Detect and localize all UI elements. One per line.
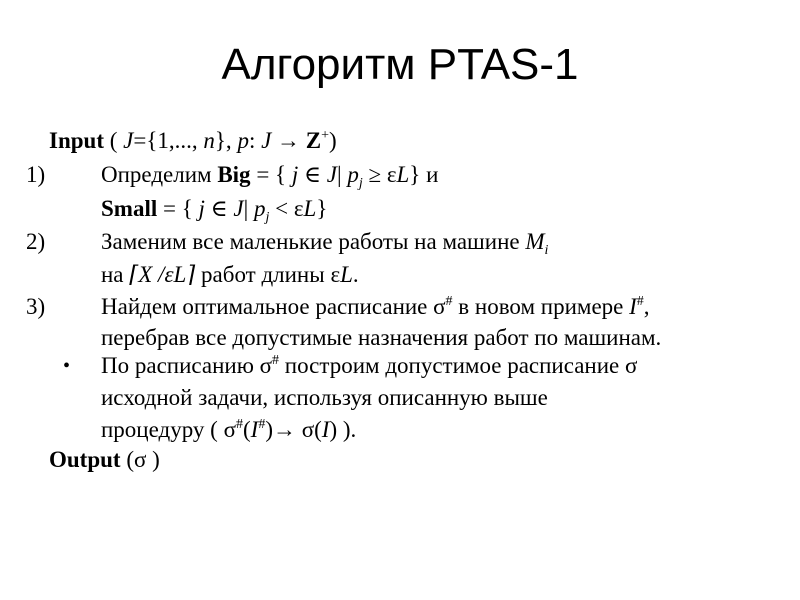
step-3-line-1 [101,295,650,318]
input-set-start: ={1,..., [133,128,204,153]
bl3-I: I [250,417,259,442]
bullet-symbol: • [63,355,71,377]
s2l1-text: Заменим все маленькие работы на машине [101,229,526,254]
input-J2: J [261,128,272,153]
s1l2-sub-j: j [265,210,270,225]
s1l2-in: ∈ [204,196,234,221]
slide-title: Алгоритм PTAS-1 [221,40,579,89]
s3l1-pre: Найдем оптимальное расписание σ [101,294,446,319]
small-label: Small [101,196,158,221]
bl1-sup: # [272,353,280,368]
s1l1-pre: Определим [101,162,218,187]
s1l1-in: ∈ [298,162,327,187]
s1l1-L: L [396,162,410,187]
s1l1-J: J [326,162,337,187]
s1l2-L: L [303,196,317,221]
bl3-sup: # [235,417,243,432]
s1l2-rel: < ε [269,196,304,221]
input-colon: : [248,128,262,153]
input-line [49,129,337,152]
input-J: J [123,128,134,153]
input-label: Input [49,128,104,153]
s2l1-M: M [525,229,545,254]
bl1-pre: По расписанию σ [101,353,273,378]
bl3-pre: процедуру ( σ [101,417,236,442]
bl1-post: построим допустимое расписание σ [279,353,638,378]
s3l1-end: , [643,294,650,319]
input-Z: Z [305,128,322,153]
s2l2-L: L [340,262,353,287]
s1l2-j: j [198,196,205,221]
step-2-number: 2) [26,229,46,254]
bullet-line-2 [101,386,548,409]
bullet-line-1 [101,354,637,377]
s3l1-mid: в новом примере [452,294,630,319]
s2l2-dot: . [352,262,359,287]
input-paren-close: ) [329,128,337,153]
s1l1-j: j [291,162,299,187]
s2l2-pre: на [101,262,130,287]
s1l2-bar: | [243,196,254,221]
s1l1-bar: | [336,162,348,187]
s3l2-text: перебрав все допустимые назначения работ по машинам. [101,325,662,350]
s2l1-sub-i: i [544,243,549,258]
bl3-mid: )→ σ( [265,417,322,442]
s1l1-end: } и [409,162,439,187]
output-rest: (σ ) [120,447,160,472]
s1l1-eq: = { [250,162,292,187]
output-label: Output [49,447,121,472]
s3l1-sup: # [445,294,453,309]
step-2-line-2 [101,263,359,286]
s1l1-sub-j: j [358,176,363,191]
bullet-line-3 [101,418,356,441]
input-plus: + [321,128,330,143]
s2l2-post: работ длины ε [195,262,341,287]
input-paren-open: ( [103,128,124,153]
s2l2-ceil-expr: ⌈X /εL⌉ [129,262,196,287]
input-n: n [203,128,215,153]
s1l2-end: } [316,196,328,221]
bl3-end: ) ). [329,417,357,442]
step-1-number: 1) [26,162,46,187]
s3l1-sup2: # [636,294,644,309]
s3l1-I: I [629,294,637,319]
s1l1-p: p [347,162,359,187]
s1l2-p: p [254,196,266,221]
bl2-text: исходной задачи, используя описанную выше [101,385,548,410]
bl3-sup2: # [258,417,266,432]
input-set-end: }, [214,128,238,153]
bl3-I2: I [321,417,330,442]
big-label: Big [217,162,251,187]
step-2-line-1 [101,229,549,258]
step-3-line-2 [101,326,661,349]
input-arrow: → [271,128,306,153]
s1l1-rel: ≥ ε [362,162,397,187]
step-1-line-1 [101,162,439,191]
step-1-line-2 [101,196,328,225]
output-line [49,448,160,471]
bl3-open: ( [242,417,251,442]
input-p: p [237,128,249,153]
s1l2-eq: = { [157,196,199,221]
step-3-number: 3) [26,294,46,319]
s1l2-J: J [233,196,244,221]
